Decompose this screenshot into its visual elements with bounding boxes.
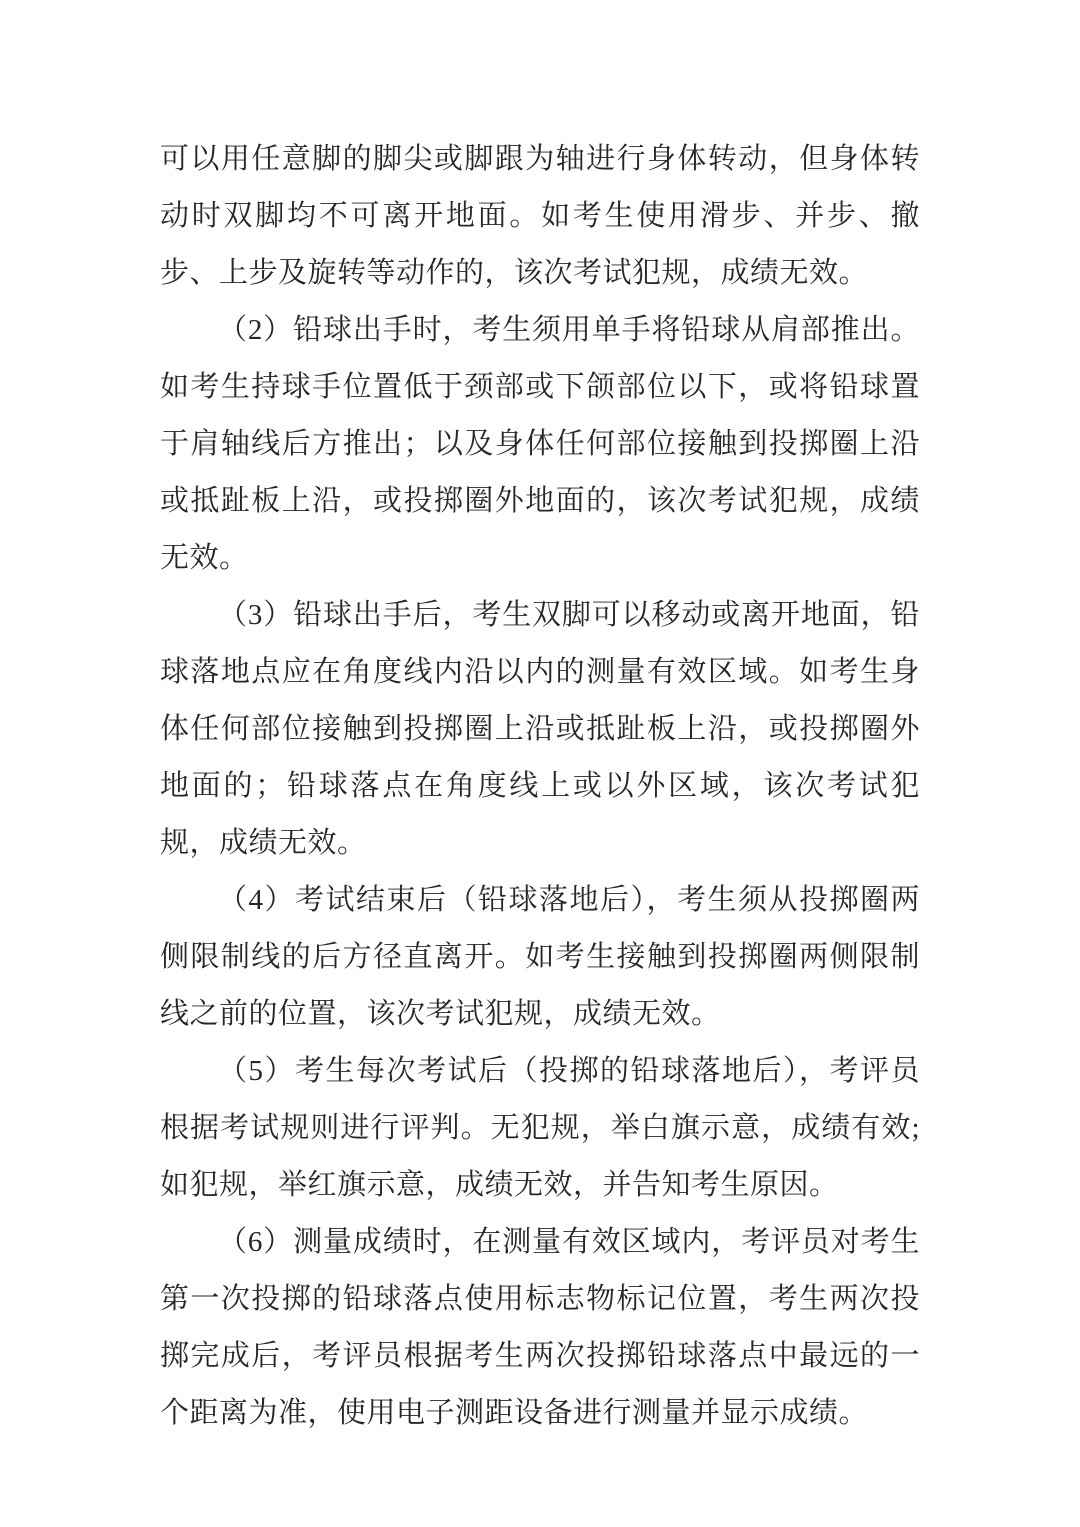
paragraph-clause-6: （6）测量成绩时，在测量有效区域内，考评员对考生第一次投掷的铅球落点使用标志物标记位置，考生两次投掷完成后，考评员根据考生两次投掷铅球落点中最远的一个距离为准，使用电子测距设备进行测量并显示成绩。 xyxy=(160,1226,920,1429)
paragraph-clause-3: （3）铅球出手后，考生双脚可以移动或离开地面，铅球落地点应在角度线内沿以内的测量有效区域。如考生身体任何部位接触到投掷圈上沿或抵趾板上沿，或投掷圈外地面的；铅球落点在角度线上或以外区域，该次考试犯规，成绩无效。 xyxy=(160,599,920,859)
paragraph-clause-4: （4）考试结束后（铅球落地后），考生须从投掷圈两侧限制线的后方径直离开。如考生接触到投掷圈两侧限制线之前的位置，该次考试犯规，成绩无效。 xyxy=(160,884,920,1030)
document-body-text xyxy=(160,131,920,1442)
paragraph-clause-5: （5）考生每次考试后（投掷的铅球落地后），考评员根据考试规则进行评判。无犯规，举白旗示意，成绩有效;如犯规，举红旗示意，成绩无效，并告知考生原因。 xyxy=(160,1055,920,1201)
paragraph-clause-2: （2）铅球出手时，考生须用单手将铅球从肩部推出。如考生持球手位置低于颈部或下颌部位以下，或将铅球置于肩轴线后方推出；以及身体任何部位接触到投掷圈上沿或抵趾板上沿，或投掷圈外地面的，该次考试犯规，成绩无效。 xyxy=(160,314,920,574)
paragraph-clause-1-continuation: 可以用任意脚的脚尖或脚跟为轴进行身体转动，但身体转动时双脚均不可离开地面。如考生使用滑步、并步、撤步、上步及旋转等动作的，该次考试犯规，成绩无效。 xyxy=(160,143,920,289)
